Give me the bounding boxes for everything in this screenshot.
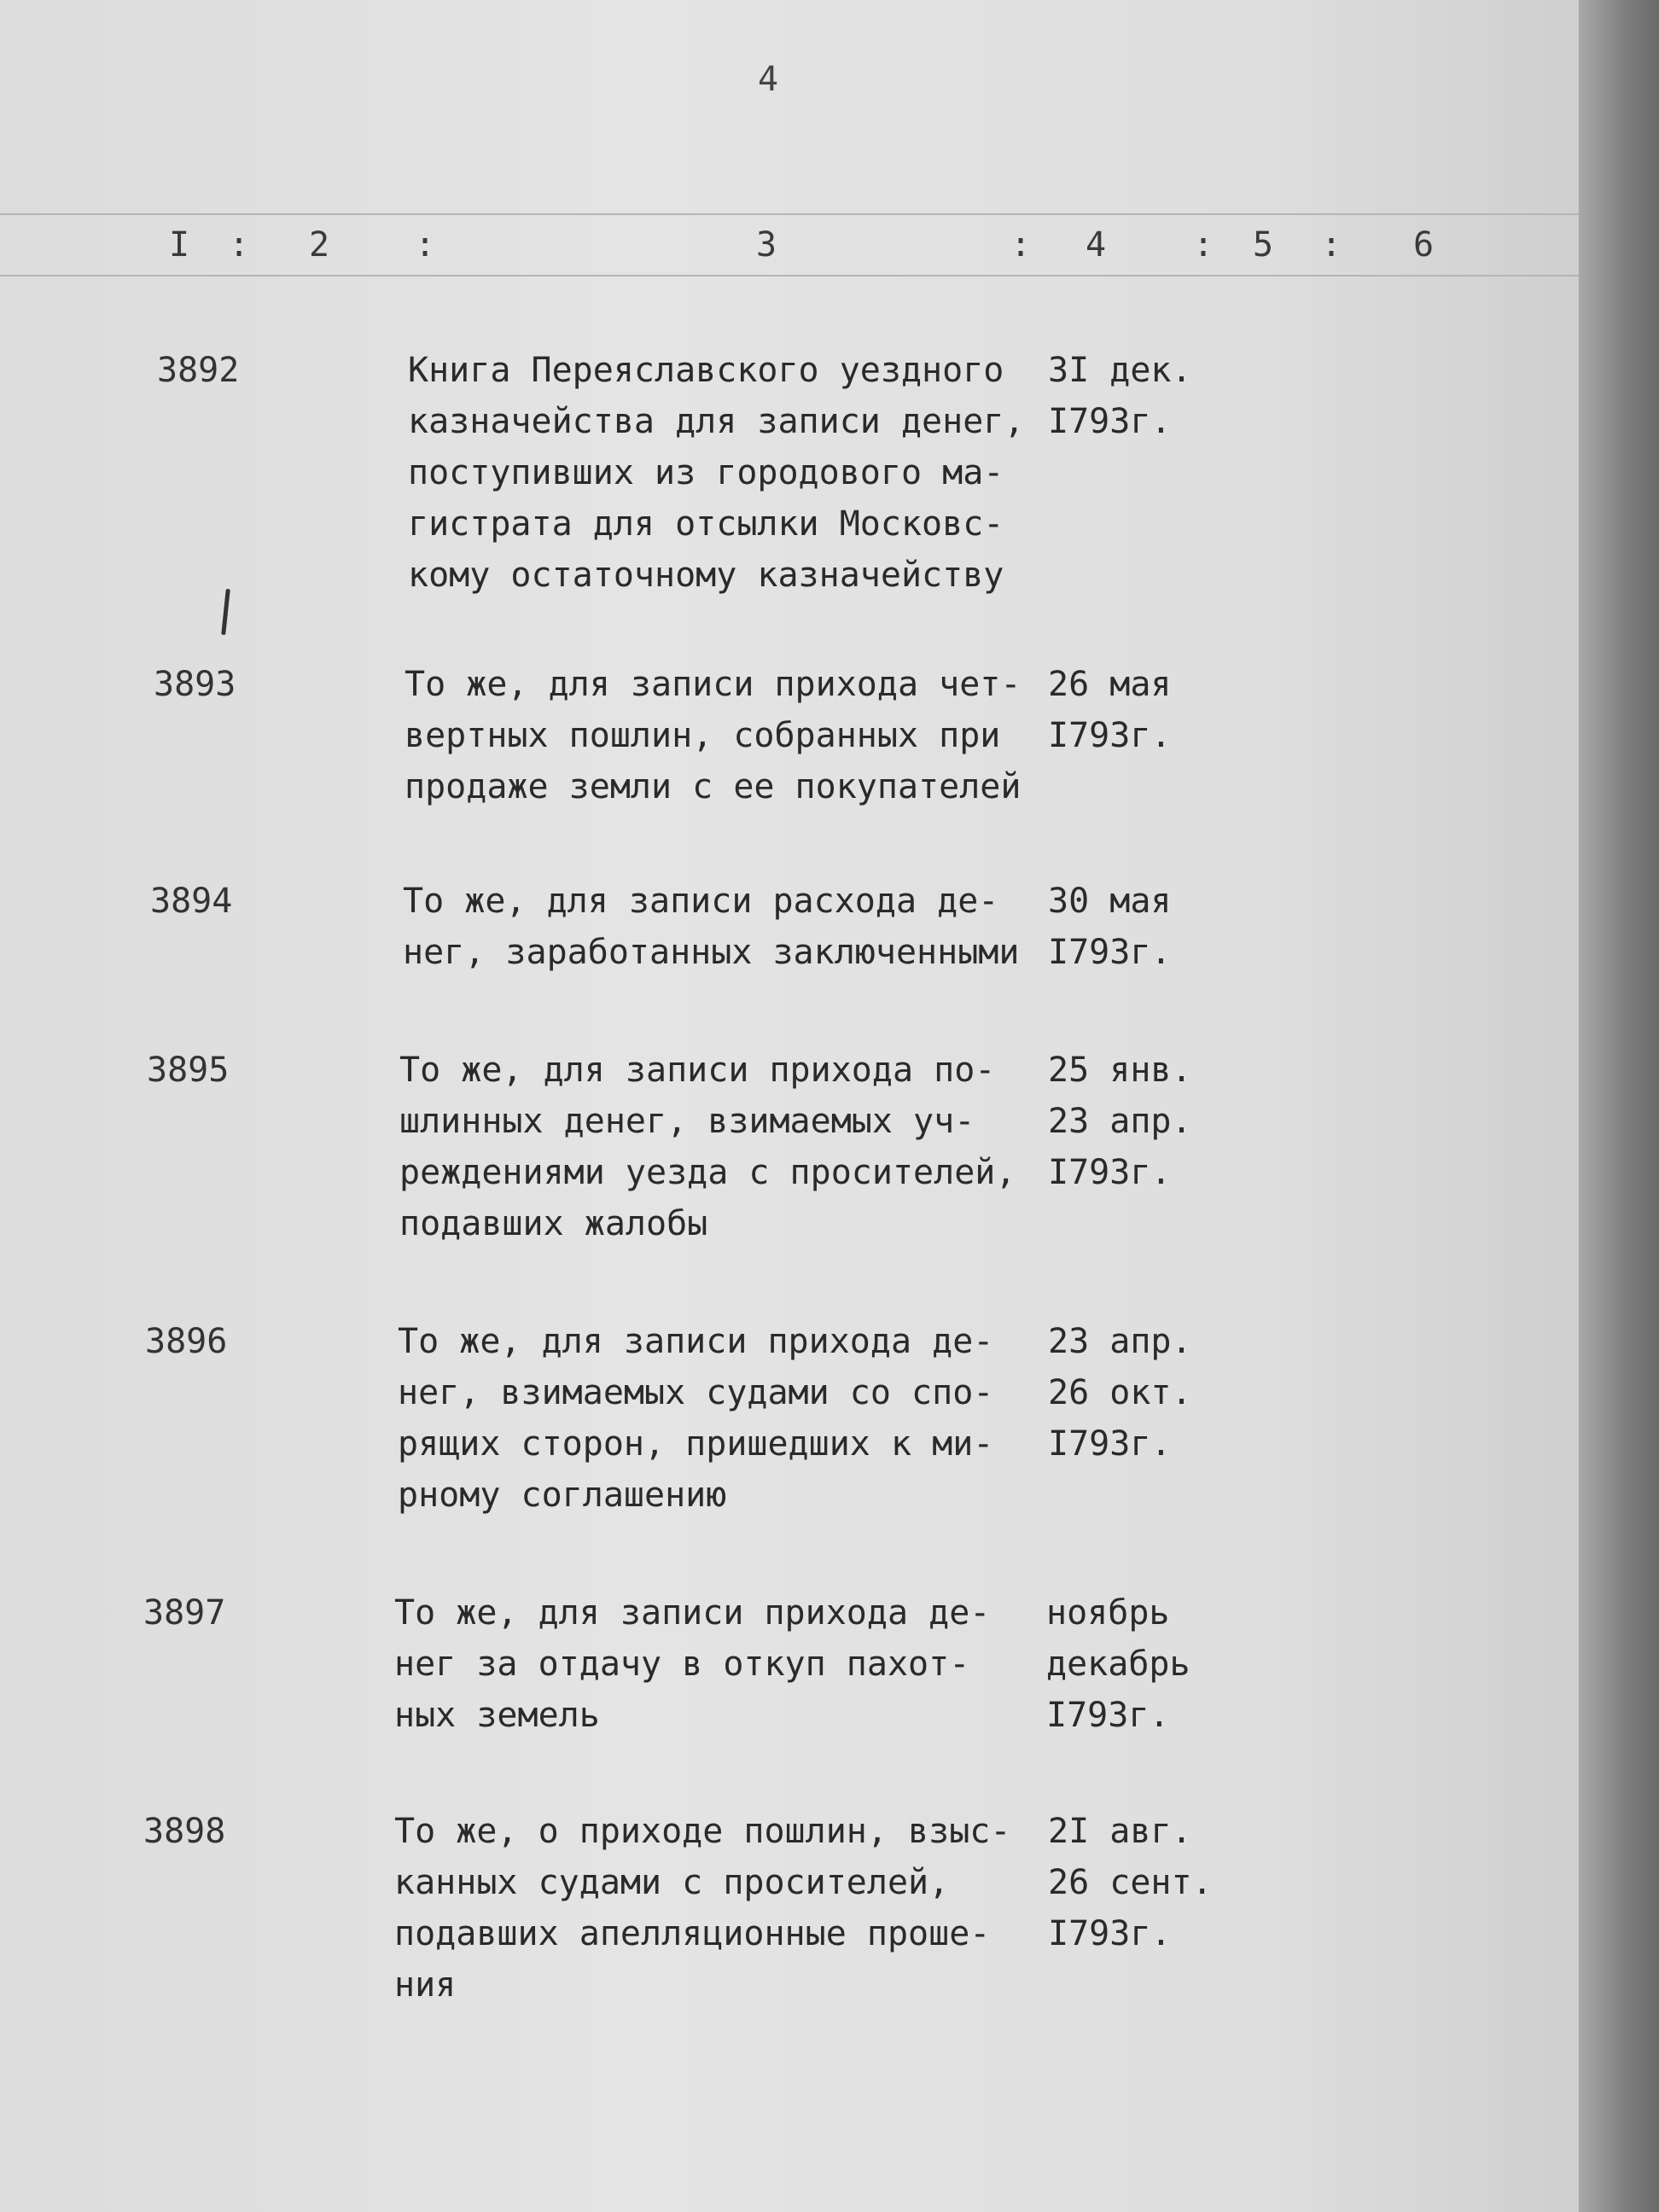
column-header-5: 5 — [1253, 225, 1274, 265]
date-line: 2I авг. — [1048, 1812, 1192, 1851]
description-line: То же, для записи прихода де- — [398, 1322, 994, 1361]
description-line: канных судами с просителей, — [394, 1863, 950, 1902]
column-separator: : — [1321, 225, 1342, 265]
date-line: 3I дек. — [1048, 351, 1192, 390]
description-line: кому остаточному казначейству — [408, 556, 1004, 595]
description-line: шлинных денег, взимаемых уч- — [399, 1102, 975, 1141]
entry-description — [405, 659, 1021, 812]
entry-description — [408, 345, 1024, 601]
column-separator: : — [415, 225, 436, 265]
description-line: То же, для записи прихода де- — [394, 1593, 991, 1633]
entry-description — [399, 1045, 1016, 1249]
date-line: I793г. — [1048, 1153, 1172, 1192]
description-line: вертных пошлин, собранных при — [405, 716, 1001, 755]
entry-dates — [1048, 1316, 1192, 1470]
date-line: 25 янв. — [1048, 1051, 1192, 1090]
description-line: рящих сторон, пришедших к ми- — [398, 1424, 994, 1464]
date-line: I793г. — [1048, 716, 1172, 755]
description-line: поступивших из городового ма- — [408, 453, 1004, 492]
entry-description — [394, 1587, 990, 1741]
entry-number: 3892 — [157, 351, 240, 390]
description-line: нег, заработанных заключенными — [403, 933, 1020, 972]
date-line: 26 окт. — [1048, 1373, 1192, 1412]
date-line: 26 мая — [1048, 665, 1172, 704]
header-rule-top — [0, 213, 1579, 215]
entry-number: 3895 — [147, 1051, 230, 1090]
column-separator: : — [1193, 225, 1214, 265]
column-header-6: 6 — [1413, 225, 1435, 265]
column-header-3: 3 — [756, 225, 777, 265]
description-line: То же, для записи расхода де- — [403, 882, 999, 921]
date-line: 23 апр. — [1048, 1102, 1192, 1141]
pencil-mark — [221, 589, 230, 635]
description-line: То же, о приходе пошлин, взыс- — [394, 1812, 1011, 1851]
entry-dates — [1048, 1806, 1213, 1959]
entry-dates — [1048, 1045, 1192, 1198]
description-line: То же, для записи прихода по- — [399, 1051, 996, 1090]
entry-number: 3898 — [143, 1812, 226, 1851]
page-number: 4 — [757, 60, 779, 99]
entry-dates — [1048, 345, 1192, 447]
page-edge-shadow — [1579, 0, 1659, 2212]
description-line: подавших апелляционные проше- — [394, 1914, 991, 1953]
description-line: нег, взимаемых судами со спо- — [398, 1373, 994, 1412]
date-line: I793г. — [1046, 1696, 1170, 1735]
date-line: I793г. — [1048, 1424, 1172, 1464]
entry-dates — [1048, 876, 1172, 978]
entry-dates — [1048, 659, 1172, 761]
column-header-4: 4 — [1086, 225, 1107, 265]
date-line: I793г. — [1048, 933, 1172, 972]
date-line: I793г. — [1048, 1914, 1172, 1953]
description-line: ных земель — [394, 1696, 600, 1735]
column-separator: : — [1010, 225, 1032, 265]
date-line: ноябрь — [1046, 1593, 1170, 1633]
date-line: 26 сент. — [1048, 1863, 1213, 1902]
header-rule-bottom — [0, 275, 1579, 276]
date-line: 23 апр. — [1048, 1322, 1192, 1361]
description-line: ния — [394, 1965, 457, 2005]
entry-dates — [1046, 1587, 1190, 1741]
entry-number: 3893 — [154, 665, 236, 704]
column-separator: : — [229, 225, 250, 265]
column-header-1: I — [169, 225, 190, 265]
description-line: гистрата для отсылки Московс- — [408, 504, 1004, 544]
description-line: подавших жалобы — [399, 1204, 708, 1243]
entry-description — [403, 876, 1019, 978]
description-line: рному соглашению — [398, 1476, 727, 1515]
description-line: То же, для записи прихода чет- — [405, 665, 1022, 704]
entry-number: 3897 — [143, 1593, 226, 1633]
description-line: реждениями уезда с просителей, — [399, 1153, 1016, 1192]
date-line: I793г. — [1048, 402, 1172, 441]
date-line: 30 мая — [1048, 882, 1172, 921]
description-line: продаже земли с ее покупателей — [405, 767, 1022, 806]
entry-number: 3896 — [145, 1322, 228, 1361]
entry-description — [398, 1316, 993, 1521]
entry-description — [394, 1806, 1010, 2011]
date-line: декабрь — [1046, 1644, 1190, 1684]
description-line: нег за отдачу в откуп пахот- — [394, 1644, 970, 1684]
description-line: Книга Переяславского уездного — [408, 351, 1004, 390]
column-header-2: 2 — [309, 225, 330, 265]
description-line: казначейства для записи денег, — [408, 402, 1025, 441]
entry-number: 3894 — [150, 882, 233, 921]
